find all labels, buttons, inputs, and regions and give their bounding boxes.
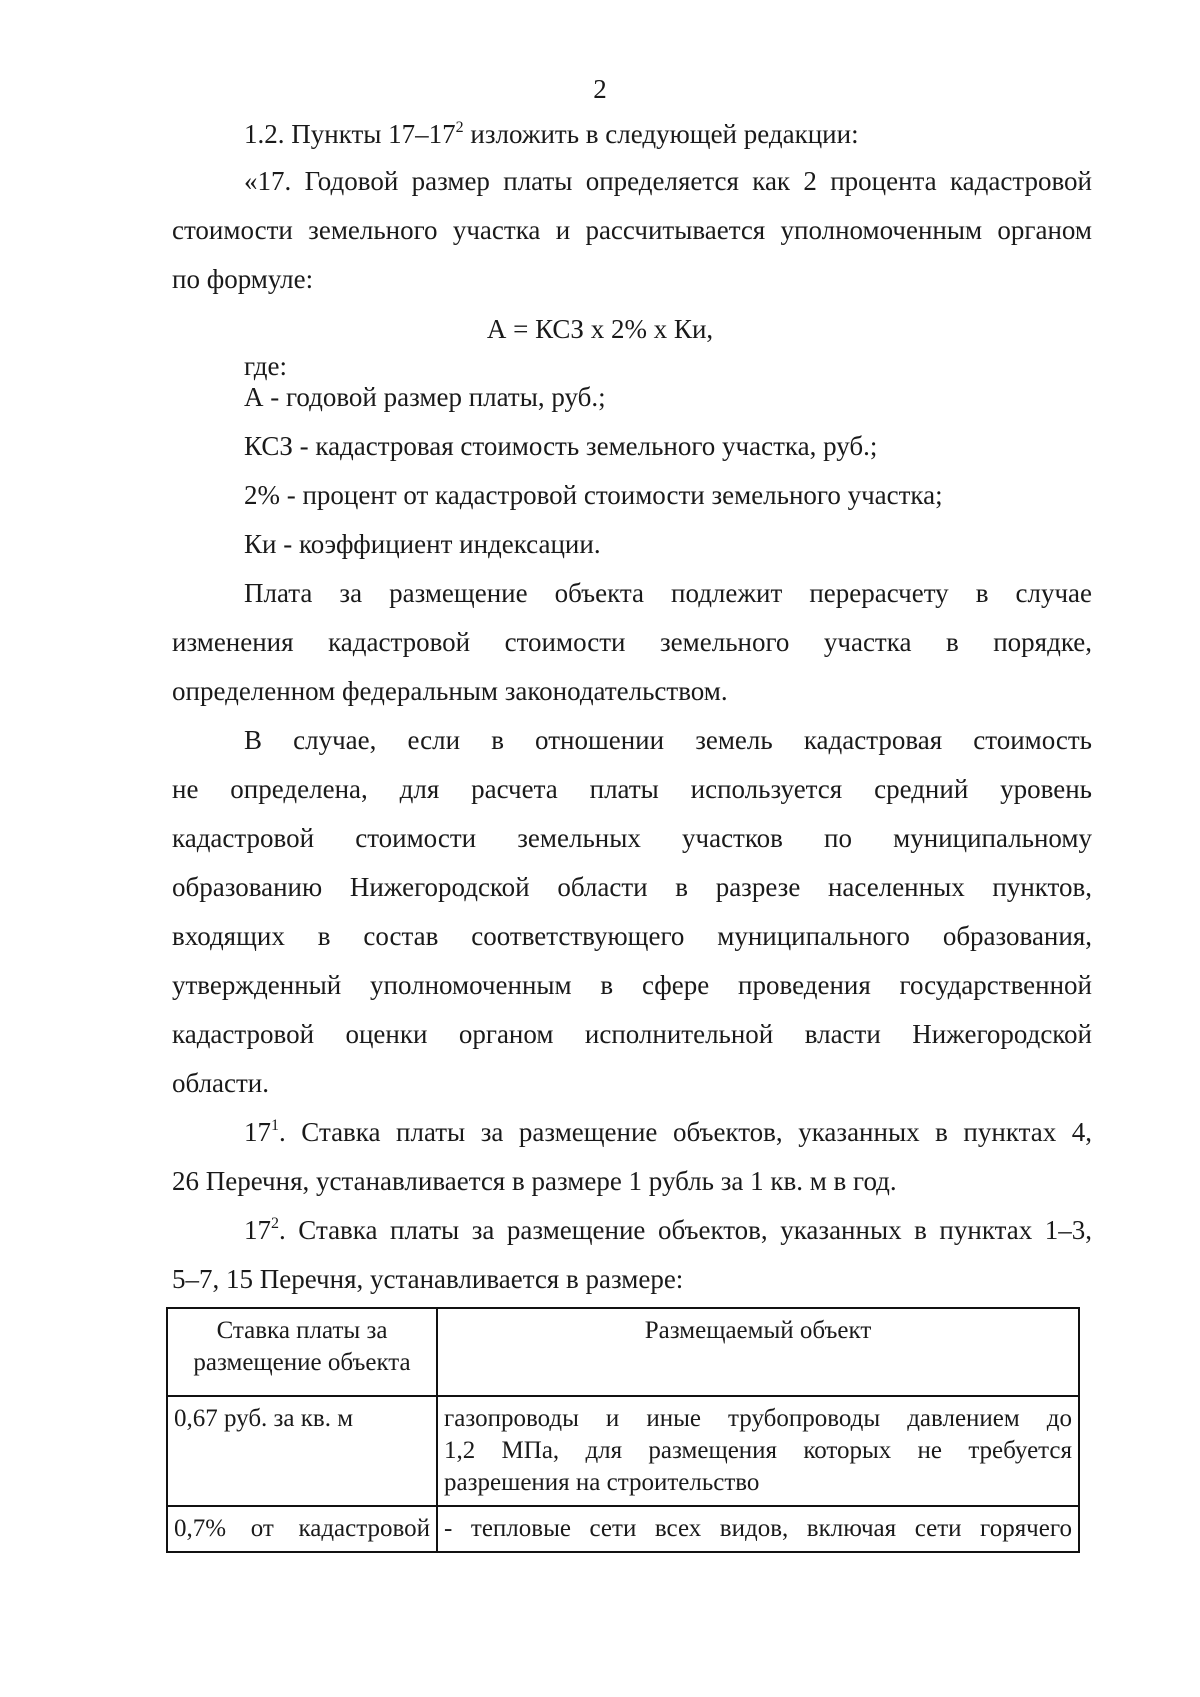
where-label: где: [244,351,287,381]
object-line: разрешения на строительство [444,1469,760,1496]
p17-1-line2: 26 Перечня, устанавливается в размере 1 рубль за 1 кв. м в год. [172,1166,897,1196]
p17-1-line1 [244,1119,1092,1146]
page-number: 2 [593,74,607,104]
table-header-rate: Ставка платы за размещение объекта [167,1308,437,1396]
p17-2-sup: 2 [271,1215,279,1232]
recalc-line: изменения кадастровой стоимости земельного участка в порядке, [172,627,1092,657]
definition-line: А - годовой размер платы, руб.; [244,382,606,412]
definition-line: Ки - коэффициент индексации. [244,529,601,559]
p17-2-line1 [244,1217,1092,1244]
case-line: образованию Нижегородской области в разрезе населенных пунктов, [172,872,1092,902]
p17-1-text: . Ставка платы за размещение объектов, указанных в пунктах 4, [279,1117,1092,1147]
case-line: кадастровой стоимости земельных участков по муниципальному [172,823,1092,853]
table-row [167,1506,1079,1552]
item-heading-sup: 2 [455,119,464,136]
p17-2-text: . Ставка платы за размещение объектов, указанных в пунктах 1–3, [279,1215,1092,1245]
case-line: области. [172,1068,270,1098]
case-line: кадастровой оценки органом исполнительной власти Нижегородской [172,1019,1092,1049]
object-line: 1,2 МПа, для размещения которых не требуется [444,1437,1072,1464]
p17-line: по формуле: [172,264,314,294]
recalc-line: Плата за размещение объекта подлежит перерасчету в случае [244,578,1092,608]
table-cell-object [437,1506,1079,1552]
p17-line: «17. Годовой размер платы определяется как 2 процента кадастровой [244,166,1092,196]
object-line: газопроводы и иные трубопроводы давлением до [444,1405,1072,1432]
table-header-object: Размещаемый объект [437,1308,1079,1396]
p17-1-num: 17 [244,1117,271,1147]
item-heading [244,121,859,148]
p17-2-num: 17 [244,1215,271,1245]
item-heading-text: 1.2. Пункты 17–17 [244,119,456,149]
table-row [167,1396,1079,1506]
p17-line: стоимости земельного участка и рассчитывается уполномоченным органом [172,215,1092,245]
formula: А = КСЗ х 2% х Ки, [486,314,714,344]
definition-line: 2% - процент от кадастровой стоимости земельного участка; [244,480,943,510]
definition-line: КСЗ - кадастровая стоимость земельного участка, руб.; [244,431,878,461]
table-header-row [167,1308,1079,1396]
recalc-line: определенном федеральным законодательством. [172,676,728,706]
item-heading-tail: изложить в следующей редакции: [463,119,859,149]
case-line: не определена, для расчета платы используется средний уровень [172,774,1092,804]
object-line: - тепловые сети всех видов, включая сети горячего [444,1515,1072,1542]
p17-1-sup: 1 [271,1117,279,1134]
table-cell-object [437,1396,1079,1506]
case-line: входящих в состав соответствующего муниципального образования, [172,921,1092,951]
case-line: В случае, если в отношении земель кадастровая стоимость [244,725,1092,755]
table-cell-rate: 0,67 руб. за кв. м [167,1396,437,1506]
table-cell-rate: 0,7% от кадастровой [167,1506,437,1552]
rates-table [166,1307,1080,1553]
p17-2-line2: 5–7, 15 Перечня, устанавливается в размере: [172,1264,684,1294]
case-line: утвержденный уполномоченным в сфере проведения государственной [172,970,1092,1000]
